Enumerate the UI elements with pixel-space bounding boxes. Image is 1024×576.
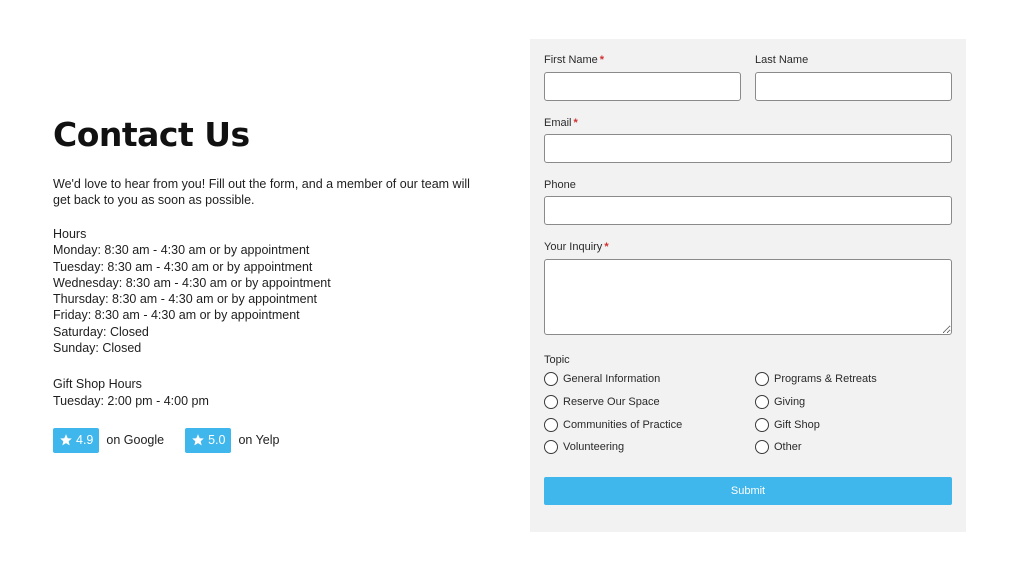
contact-form <box>530 39 966 532</box>
first-name-label: First Name * <box>544 54 605 66</box>
hours-heading: Hours <box>53 227 87 241</box>
topic-option-gift-shop[interactable] <box>755 418 820 432</box>
hours-line: Friday: 8:30 am - 4:30 am or by appointment <box>53 308 300 323</box>
radio-label: Reserve Our Space <box>563 396 660 408</box>
hours-line: Tuesday: 8:30 am - 4:30 am or by appointment <box>53 259 313 274</box>
rating-score: 4.9 <box>76 433 94 448</box>
last-name-input[interactable] <box>755 72 952 101</box>
radio-label: Other <box>774 441 802 453</box>
inquiry-textarea[interactable] <box>544 259 952 335</box>
topic-option-other[interactable] <box>755 440 802 454</box>
last-name-label: Last Name <box>755 54 809 66</box>
submit-button[interactable]: Submit <box>544 477 952 505</box>
radio-button[interactable] <box>755 440 769 454</box>
required-marker: * <box>604 241 609 253</box>
phone-label: Phone <box>544 179 576 191</box>
rating-label: on Google <box>106 433 165 448</box>
radio-label: Programs & Retreats <box>774 373 877 385</box>
radio-button[interactable] <box>544 418 558 432</box>
rating-badge <box>185 428 231 453</box>
gift-shop-line: Tuesday: 2:00 pm - 4:00 pm <box>53 393 209 408</box>
radio-label: Giving <box>774 396 806 408</box>
hours-line: Sunday: Closed <box>53 341 142 356</box>
email-input[interactable] <box>544 134 952 163</box>
contact-info <box>53 112 493 453</box>
page-title: Contact Us <box>53 115 250 154</box>
topic-label: Topic <box>544 354 570 366</box>
yelp-rating[interactable] <box>185 428 279 453</box>
rating-badge <box>53 428 99 453</box>
topic-option-programs-retreats[interactable] <box>755 372 877 386</box>
required-marker: * <box>599 54 605 66</box>
rating-label: on Yelp <box>238 433 280 448</box>
hours-line: Thursday: 8:30 am - 4:30 am or by appointment <box>53 292 318 307</box>
topic-option-reserve-our-space[interactable] <box>544 395 660 409</box>
hours-line: Monday: 8:30 am - 4:30 am or by appointment <box>53 243 310 258</box>
topic-option-volunteering[interactable] <box>544 440 624 454</box>
hours-line: Wednesday: 8:30 am - 4:30 am or by appointment <box>53 275 331 290</box>
radio-label: Volunteering <box>563 441 625 453</box>
ratings <box>53 428 493 453</box>
inquiry-label: Your Inquiry * <box>544 241 609 253</box>
google-rating[interactable] <box>53 428 164 453</box>
radio-button[interactable] <box>544 440 558 454</box>
topic-option-giving[interactable] <box>755 395 805 409</box>
email-label: Email * <box>544 117 578 129</box>
star-icon <box>59 433 73 447</box>
topic-option-communities-of-practice[interactable] <box>544 418 682 432</box>
gift-shop-hours <box>53 376 493 409</box>
radio-label: General Information <box>563 373 661 385</box>
hours-line: Saturday: Closed <box>53 324 149 339</box>
gift-shop-heading: Gift Shop Hours <box>53 377 142 392</box>
radio-button[interactable] <box>544 395 558 409</box>
intro-text: We'd love to hear from you! Fill out the form, and a member of our team will get back to you as soon as possible. <box>53 177 470 207</box>
radio-button[interactable] <box>755 418 769 432</box>
phone-input[interactable] <box>544 196 952 225</box>
radio-button[interactable] <box>755 372 769 386</box>
required-marker: * <box>573 117 578 129</box>
radio-button[interactable] <box>544 372 558 386</box>
radio-label: Communities of Practice <box>563 419 683 431</box>
radio-label: Gift Shop <box>774 419 820 431</box>
star-icon <box>191 433 205 447</box>
radio-button[interactable] <box>755 395 769 409</box>
topic-option-general-information[interactable] <box>544 372 660 386</box>
first-name-input[interactable] <box>544 72 741 101</box>
rating-score: 5.0 <box>208 433 226 448</box>
hours-section <box>53 226 493 356</box>
